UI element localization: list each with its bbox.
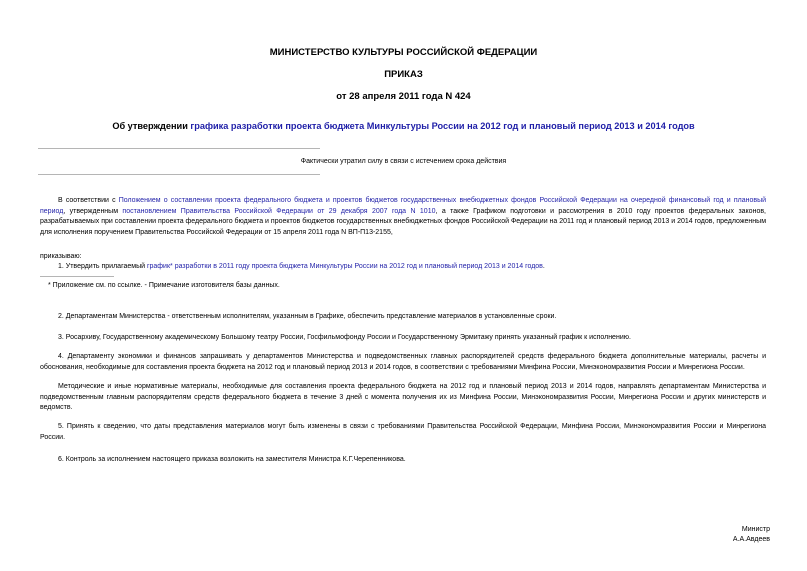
item-1-text: . (542, 263, 545, 270)
item-3: 3. Росархиву, Государственному академическому Большому театру России, Госфильмофонду России и Государственному Эрмитажу принять указанный график к исполнению. (58, 334, 631, 341)
document-title (0, 121, 807, 131)
schedule-link[interactable]: график* разработки в 2011 году проекта бюджета Минкультуры России на 2012 год и плановый период 2013 и 2014 годов (146, 263, 543, 270)
footnote-divider (40, 276, 114, 277)
title-link[interactable]: графика разработки проекта бюджета Минкультуры России на 2012 год и плановый период 2013 и 2014 годов (190, 121, 695, 131)
item-6: 6. Контроль за исполнением настоящего приказа возложить на заместителя Министра К.Г.Черепенникова. (58, 456, 406, 463)
decree-link[interactable]: постановлением Правительства Российской Федерации от 29 декабря 2007 года N 1010 (122, 207, 436, 215)
intro-text: В соответствии с (58, 197, 119, 204)
document-type: ПРИКАЗ (384, 69, 423, 80)
item-5: 5. Принять к сведению, что даты представления материалов могут быть изменены в связи с требованиями Правительства Российской Федерации, Минфина России, Минэкономразвития России и Минрегиона России. (40, 423, 766, 441)
item-4: 4. Департаменту экономики и финансов запрашивать у департаментов Министерства и подведомственных главных распорядителей средств федерального бюджета дополнительные материалы, расчеты и обоснования, необходимые для составления проекта бюджета на 2012 год и плановый период 2013 и 2014 годов, в соответствии с требованиями Минфина России, Минэкономразвития России и Минрегиона России. (40, 353, 766, 371)
intro-text: , утвержденным (63, 207, 123, 215)
item-1 (58, 262, 545, 272)
item-1-text: 1. Утвердить прилагаемый (58, 263, 147, 270)
status-note: Фактически утратил силу в связи с истечением срока действия (300, 158, 507, 165)
signer-name: А.А.Авдеев (732, 536, 770, 543)
intro-text: , а также Графиком подготовки и рассмотрения в 2010 году проектов федеральных законов, разрабатываемых при составлении проекта федерального бюджета и проектов бюджетов государственных внебюджетных фондов Российской Федерации на 2011 год и плановый период 2013 и 2014 годов, предложенным для исполнения поручением Правительства Российской Федерации от 15 апреля 2011 года N ВП-П13-2155, (40, 207, 767, 236)
divider-line (38, 148, 320, 149)
signer-position: Министр (741, 526, 770, 533)
footnote: * Приложение см. по ссылке. - Примечание изготовителя базы данных. (48, 282, 280, 289)
divider-line (38, 174, 320, 175)
order-word: приказываю: (40, 253, 82, 260)
document-date-number: от 28 апреля 2011 года N 424 (336, 91, 471, 102)
ministry-heading: МИНИСТЕРСТВО КУЛЬТУРЫ РОССИЙСКОЙ ФЕДЕРАЦИИ (269, 47, 538, 58)
intro-paragraph (40, 196, 766, 238)
regulation-link[interactable]: Положением о составлении проекта федерального бюджета и проектов бюджетов государственных внебюджетных фондов Российской Федерации на очередной финансовый год и плановый период (40, 197, 767, 215)
title-prefix: Об утверждении (112, 121, 191, 131)
item-2: 2. Департаментам Министерства - ответственным исполнителям, указанным в Графике, обеспечить представление материалов в установленные сроки. (58, 313, 557, 320)
signature-block (733, 525, 770, 545)
item-4-methodical: Методические и иные нормативные материалы, необходимые для составления проекта федерального бюджета на 2012 год и плановый период 2013 и 2014 годов, направлять департаментам Министерства и подведомственным главным распорядителям средств федерального бюджета в течение 3 дней с момента получения их из Минфина России, Минэкономразвития России, Минрегиона России и других министерств и ведомств. (40, 383, 766, 411)
